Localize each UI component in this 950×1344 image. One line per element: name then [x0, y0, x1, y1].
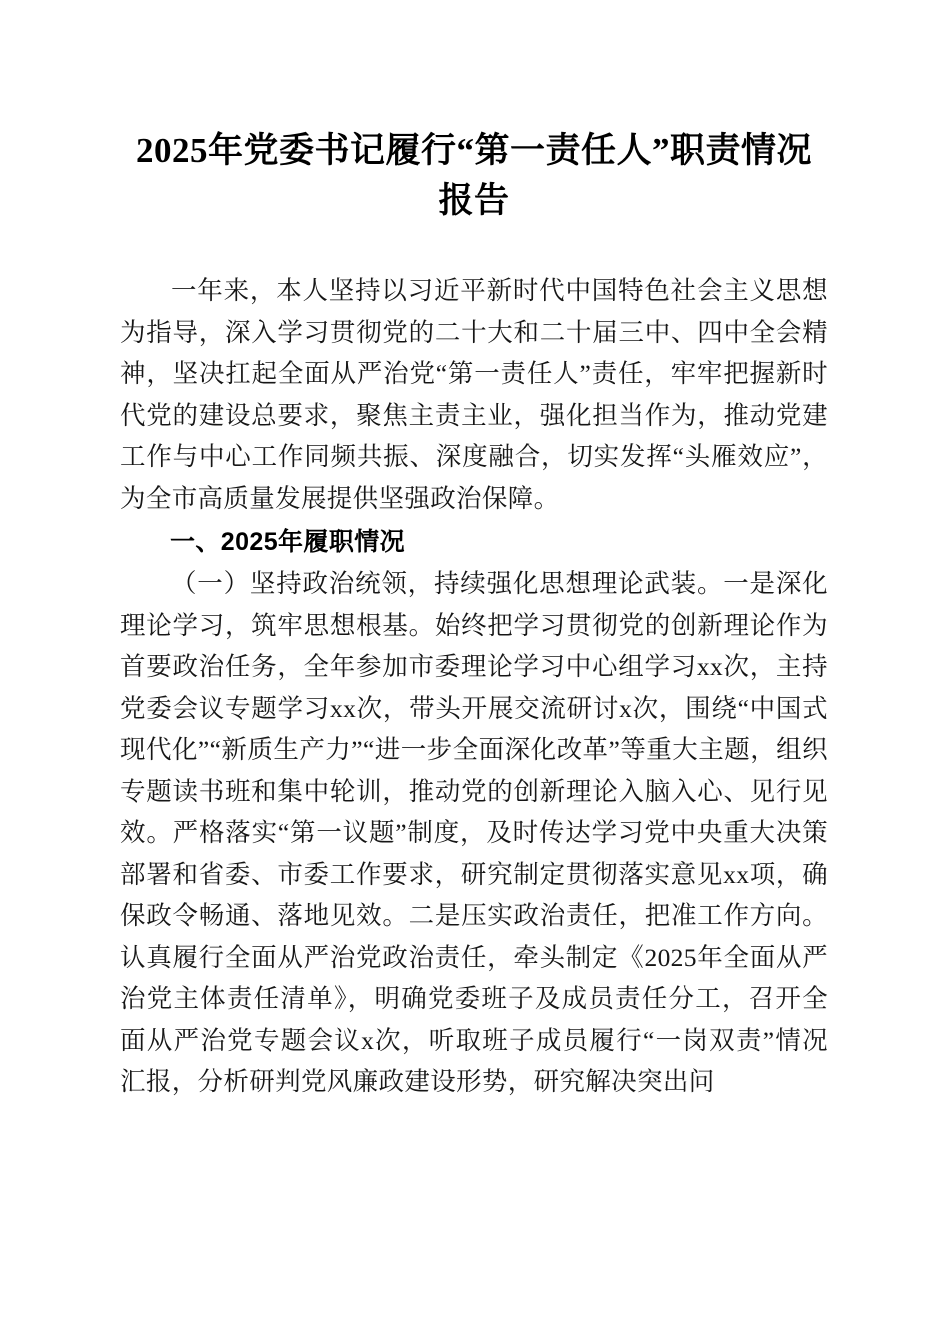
section-heading-1: 一、2025年履职情况	[170, 528, 406, 556]
document-body	[120, 0, 828, 1103]
page-title: 2025年党委书记履行“第一责任人”职责情况报告	[135, 131, 812, 220]
paragraph-intro: 一年来，本人坚持以习近平新时代中国特色社会主义思想为指导，深入学习贯彻党的二十大和二十届三中、四中全会精神，坚决扛起全面从严治党“第一责任人”责任，牢牢把握新时代党的建设总要求，聚焦主责主业，强化担当作为，推动党建工作与中心工作同频共振、深度融合，切实发挥“头雁效应”，为全市高质量发展提供坚强政治保障。	[120, 276, 828, 513]
paragraph-section-1-1: （一）坚持政治统领，持续强化思想理论武装。一是深化理论学习，筑牢思想根基。始终把学习贯彻党的创新理论作为首要政治任务，全年参加市委理论学习中心组学习xx次，主持党委会议专题学习xx次，带头开展交流研讨x次，围绕“中国式现代化”“新质生产力”“进一步全面深化改革”等重大主题，组织专题读书班和集中轮训，推动党的创新理论入脑入心、见行见效。严格落实“第一议题”制度，及时传达学习党中央重大决策部署和省委、市委工作要求，研究制定贯彻落实意见xx项，确保政令畅通、落地见效。二是压实政治责任，把准工作方向。认真履行全面从严治党政治责任，牵头制定《2025年全面从严治党主体责任清单》，明确党委班子及成员责任分工，召开全面从严治党专题会议x次，听取班子成员履行“一岗双责”情况汇报，分析研判党风廉政建设形势，研究解决突出问	[120, 569, 828, 1096]
